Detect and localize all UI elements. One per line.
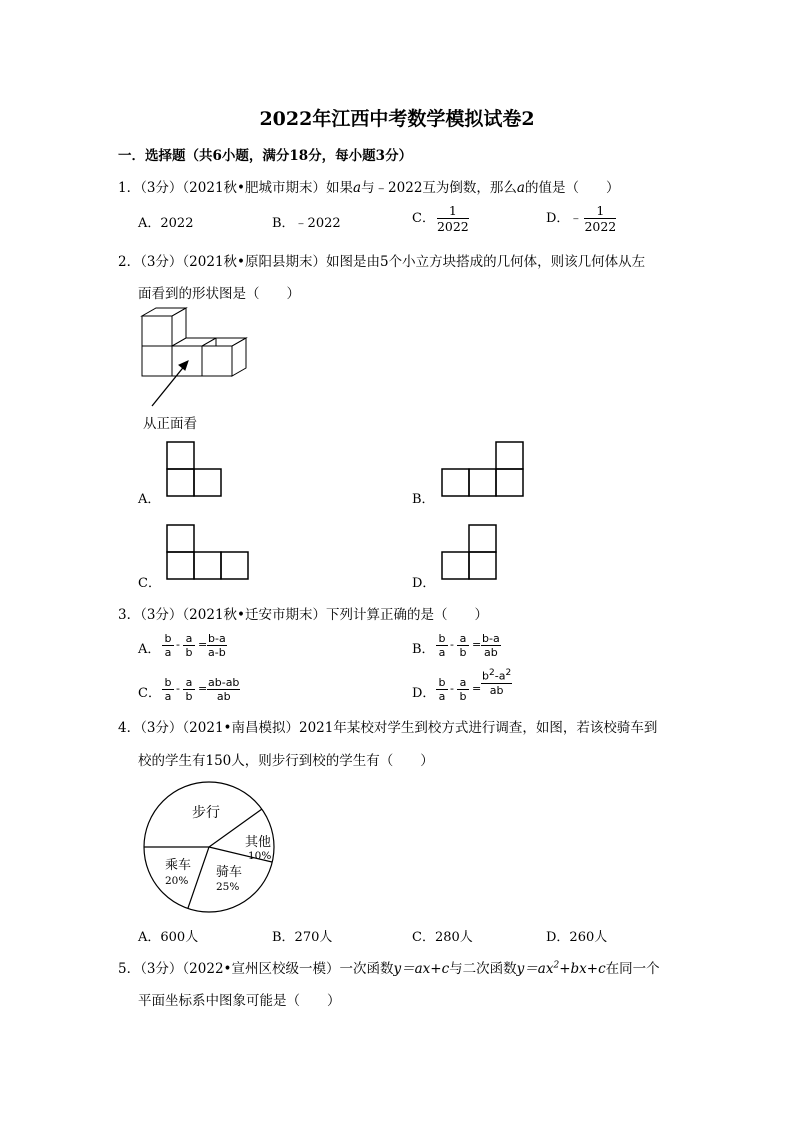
equals-sign: =	[472, 638, 482, 651]
fraction-numerator: a	[457, 632, 469, 646]
minus-sign: -	[176, 682, 180, 695]
fraction-denominator: ab	[489, 683, 504, 697]
num-base-b: b	[482, 669, 489, 683]
equals-sign: =	[198, 638, 208, 651]
num-base-a: -a	[494, 669, 506, 683]
q2-option-c-figure[interactable]	[163, 521, 253, 583]
fraction-numerator: a	[457, 676, 469, 690]
q5-text-a: 5．（3分）（2022•宣州区校级一模）一次函数	[118, 961, 394, 977]
q2-option-b-label[interactable]: B．	[412, 492, 435, 507]
fraction-denominator: a	[438, 646, 446, 659]
page-title: 2022年江西中考数学模拟试卷2	[259, 108, 535, 130]
q1-option-c[interactable]	[412, 203, 471, 234]
q4-option-c[interactable]: C．280人	[412, 930, 473, 945]
slice-pct-bike: 25%	[216, 881, 240, 893]
fraction-numerator: 1	[437, 203, 469, 219]
q4-option-d[interactable]: D．260人	[546, 930, 608, 945]
fraction-denominator: b	[459, 690, 467, 703]
q1-var-a: a	[353, 180, 362, 196]
fraction-denominator: a-b	[208, 646, 226, 659]
pie-divider-bike-bus	[188, 847, 209, 908]
q5-linear-function: y＝ax+c	[393, 961, 450, 977]
equals-sign: =	[472, 682, 482, 695]
fraction-denominator: b	[185, 646, 193, 659]
q2-option-d-label[interactable]: D．	[412, 576, 436, 591]
num-exponent-2: 2	[505, 668, 512, 678]
question-5-line-2: 平面坐标系中图象可能是（ ）	[138, 993, 341, 1009]
q5-quadratic-function	[517, 961, 606, 977]
q3-b-result	[481, 632, 501, 659]
q2-option-b-figure[interactable]	[438, 438, 528, 500]
fraction-numerator: b	[436, 632, 448, 646]
fraction-numerator: b	[436, 676, 448, 690]
fraction-numerator: b-a	[208, 632, 226, 645]
fraction-denominator: b	[185, 690, 193, 703]
fraction-denominator: a	[164, 646, 172, 659]
question-5-line-1	[118, 957, 660, 977]
q3-c-result	[207, 676, 240, 703]
q3-option-b-label[interactable]: B．	[412, 642, 435, 657]
q4-option-a[interactable]: A．600人	[138, 930, 199, 945]
q3-d-frac2	[457, 676, 469, 703]
q3-a-frac1	[162, 632, 174, 659]
fraction-numerator: ab-ab	[208, 676, 240, 689]
question-4-line-2: 校的学生有150人，则步行到校的学生有（ ）	[138, 753, 434, 769]
q3-option-d-label[interactable]: D．	[412, 686, 436, 701]
fraction-numerator: 1	[584, 203, 616, 219]
slice-pct-other: 10%	[248, 850, 272, 862]
q5-f2-part-a: y＝ax	[516, 961, 554, 977]
fraction-denominator: b	[459, 646, 467, 659]
num-exponent-1: 2	[488, 668, 495, 678]
q1-text-a: 1．（3分）（2021秋•肥城市期末）如果	[118, 180, 353, 196]
fraction-denominator: 2022	[436, 219, 469, 234]
q3-d-frac1	[436, 676, 448, 703]
q5-f2-part-b: +bx+c	[559, 961, 606, 977]
fraction-denominator: a	[438, 690, 446, 703]
slice-label-other: 其他	[245, 835, 272, 850]
section-heading: 一．选择题（共6小题，满分18分，每小题3分）	[118, 148, 413, 164]
q5-text-c: 在同一个	[605, 961, 660, 977]
fraction-denominator: 2022	[584, 219, 617, 234]
q4-option-b[interactable]: B．270人	[272, 930, 333, 945]
q1-var-b: a	[516, 180, 525, 196]
minus-sign: -	[450, 638, 454, 651]
fraction-numerator	[481, 668, 512, 684]
question-1-text	[118, 176, 619, 196]
fraction-numerator: a	[183, 676, 195, 690]
q3-option-a-label[interactable]: A．	[138, 642, 161, 657]
question-2-line-2: 面看到的形状图是（ ）	[138, 286, 300, 302]
arrow-label: 从正面看	[143, 416, 197, 432]
fraction-numerator: b	[162, 676, 174, 690]
fraction-denominator: a	[164, 690, 172, 703]
minus-sign: -	[450, 682, 454, 695]
q1-option-d-fraction	[584, 203, 616, 234]
q3-option-c-label[interactable]: C．	[138, 686, 161, 701]
fraction-numerator: a	[183, 632, 195, 646]
question-3-text: 3．（3分）（2021秋•迁安市期末）下列计算正确的是（ ）	[118, 607, 488, 623]
question-2-line-1: 2．（3分）（2021秋•原阳县期末）如图是由5个小立方块搭成的几何体，则该几何体从左	[118, 254, 646, 270]
q1-option-c-fraction	[437, 203, 469, 234]
q1-option-c-label: C．	[412, 211, 435, 226]
q3-d-result	[481, 668, 512, 697]
q1-text-b: 与﹣2022互为倒数，那么	[361, 180, 517, 196]
q3-b-frac1	[436, 632, 448, 659]
fraction-numerator: b-a	[482, 632, 500, 645]
slice-label-bike: 骑车	[216, 865, 243, 880]
fraction-denominator: ab	[216, 690, 231, 703]
q3-c-frac1	[162, 676, 174, 703]
q1-option-d-label: D．﹣	[546, 211, 583, 226]
fraction-denominator: ab	[483, 646, 498, 659]
fraction-numerator: b	[162, 632, 174, 646]
q1-text-c: 的值是（ ）	[524, 180, 620, 196]
q3-a-frac2	[183, 632, 195, 659]
pie-chart	[140, 780, 280, 916]
q1-option-d[interactable]	[546, 203, 618, 234]
q3-b-frac2	[457, 632, 469, 659]
q3-c-frac2	[183, 676, 195, 703]
q2-option-a-label[interactable]: A．	[138, 492, 161, 507]
q3-a-result	[207, 632, 227, 659]
slice-pct-bus: 20%	[165, 875, 189, 887]
q2-option-a-figure[interactable]	[163, 438, 225, 500]
q2-option-d-figure[interactable]	[438, 521, 500, 583]
slice-label-walk: 步行	[192, 805, 220, 821]
q1-option-b[interactable]: B．﹣2022	[272, 216, 341, 231]
q1-option-a[interactable]: A．2022	[138, 216, 194, 231]
q2-option-c-label[interactable]: C．	[138, 576, 161, 591]
question-4-line-1: 4．（3分）（2021•南昌模拟）2021年某校对学生到校方式进行调查，如图，若该校骑车到	[118, 720, 658, 736]
minus-sign: -	[176, 638, 180, 651]
q5-f2-exponent: 2	[553, 960, 560, 971]
equals-sign: =	[198, 682, 208, 695]
slice-label-bus: 乘车	[165, 858, 192, 873]
q5-text-b: 与二次函数	[449, 961, 517, 977]
